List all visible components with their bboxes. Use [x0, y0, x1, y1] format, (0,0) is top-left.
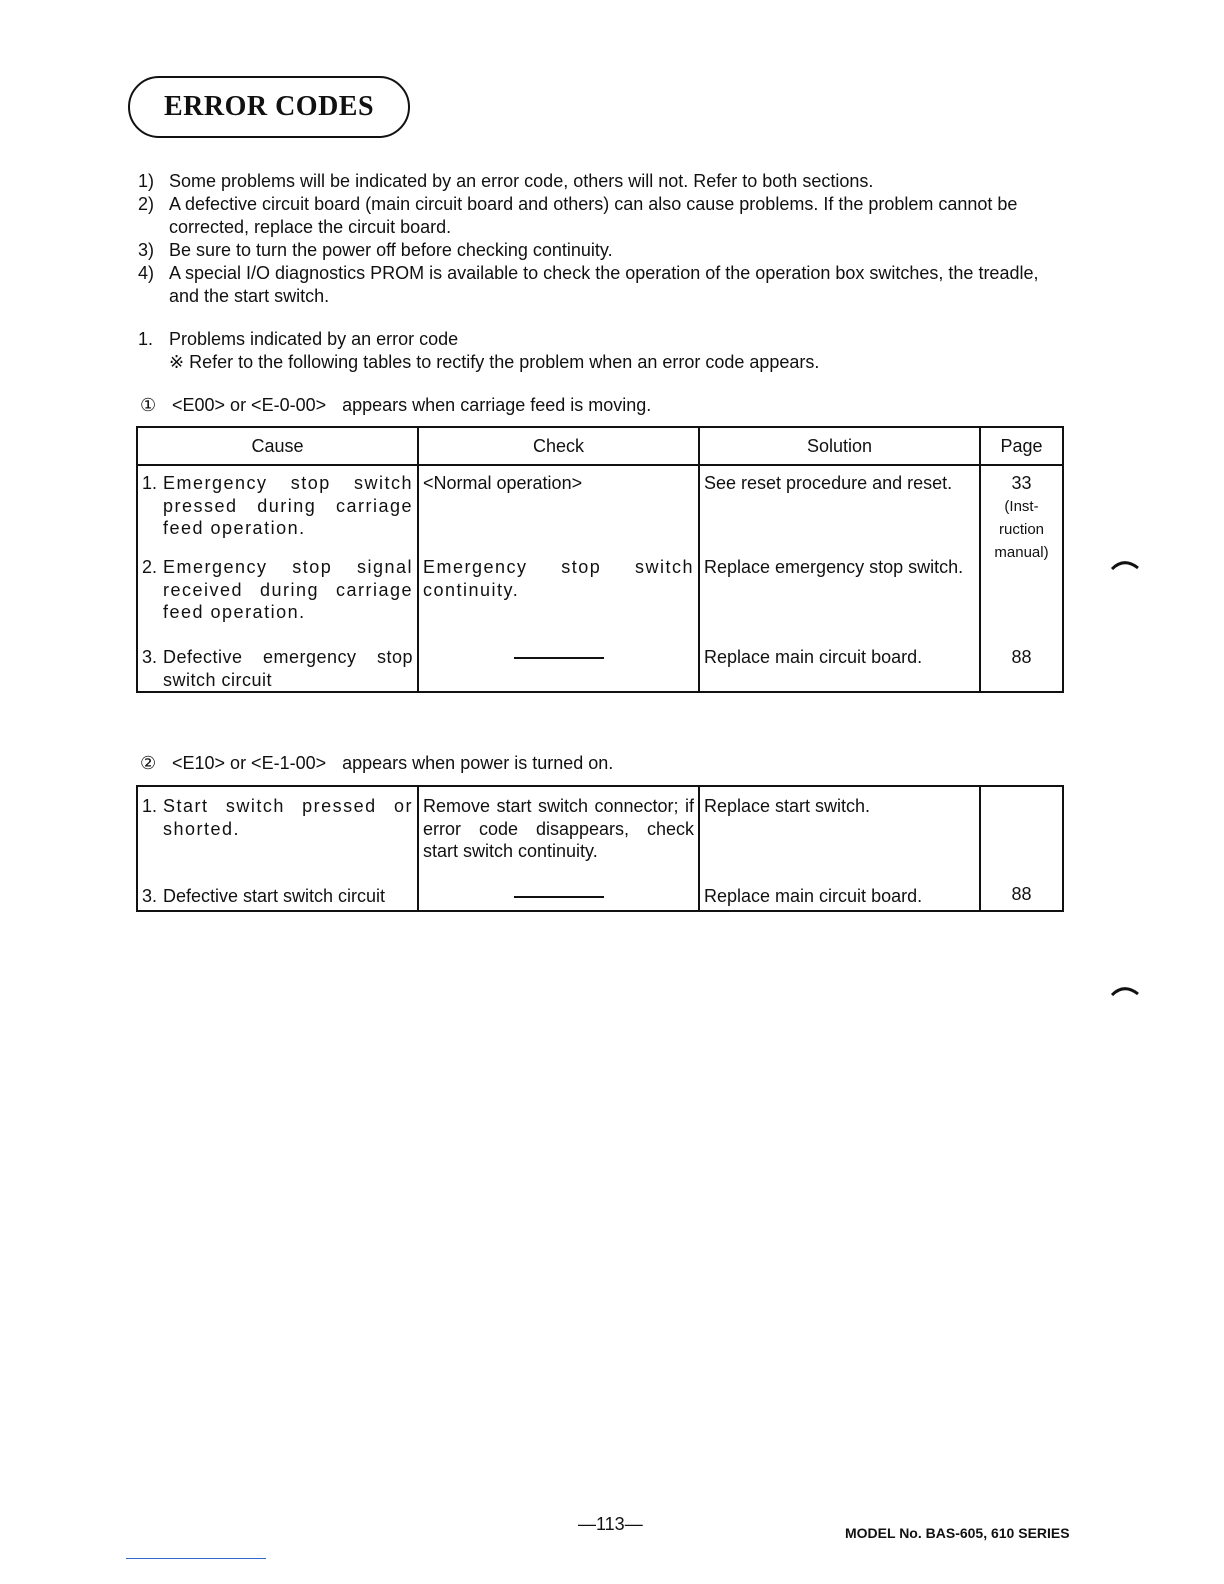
header-page: Page — [980, 427, 1063, 465]
table1-heading — [140, 394, 1040, 417]
circled-number-2: ② — [140, 753, 157, 773]
cause-text: Emergency stop switch pressed during carriage feed operation. — [163, 473, 413, 538]
solution-text: Replace emergency stop switch. — [704, 557, 964, 577]
section-title: Problems indicated by an error code — [169, 329, 459, 349]
table2-heading — [140, 752, 1040, 775]
page-number: 88 — [1011, 646, 1032, 667]
solution-text: Replace start switch. — [704, 796, 871, 816]
empty-dash — [514, 896, 604, 898]
cause-cell — [137, 786, 418, 911]
cause-item — [142, 885, 413, 908]
note-number: 2) — [138, 194, 155, 214]
header-cause: Cause — [137, 427, 418, 465]
note-item — [138, 262, 1058, 308]
solution-text: Replace main circuit board. — [704, 886, 923, 906]
model-number-footer: MODEL No. BAS-605, 610 SERIES — [845, 1525, 1070, 1541]
check-cell — [418, 465, 699, 692]
header-check: Check — [418, 427, 699, 465]
note-text: A special I/O diagnostics PROM is available to check the operation of the operation box switches, the treadle, and the start switch. — [169, 263, 1039, 306]
cause-item — [142, 646, 413, 691]
solution-cell — [699, 465, 980, 692]
table-header-row — [137, 427, 1063, 465]
error-condition: appears when power is turned on. — [342, 753, 614, 773]
page-note: (Inst-ruction manual) — [994, 497, 1049, 561]
solution-text: See reset procedure and reset. — [704, 473, 953, 493]
solution-cell — [699, 786, 980, 911]
note-item — [138, 170, 1058, 193]
header-solution: Solution — [699, 427, 980, 465]
cause-item — [142, 556, 413, 646]
empty-dash — [514, 657, 604, 659]
error-table-1 — [136, 426, 1064, 693]
cause-cell — [137, 465, 418, 692]
section-number: 1. — [138, 329, 154, 349]
note-text: Be sure to turn the power off before checking continuity. — [169, 240, 613, 260]
note-number: 3) — [138, 240, 155, 260]
note-item — [138, 193, 1058, 239]
table-row — [137, 786, 1063, 911]
error-code: <E00> or <E-0-00> — [172, 395, 327, 415]
table-row — [137, 465, 1063, 692]
page-title: ERROR CODES — [163, 91, 375, 122]
error-table-2 — [136, 785, 1064, 912]
check-text: Emergency stop switch continuity. — [423, 557, 694, 600]
check-cell — [418, 786, 699, 911]
margin-mark-icon — [1110, 558, 1140, 570]
page-title-box — [128, 76, 410, 138]
note-item — [138, 239, 1058, 262]
cause-number: 3. — [142, 886, 158, 906]
page-number: 33 — [1011, 473, 1032, 493]
solution-text: Replace main circuit board. — [704, 647, 923, 667]
cause-number: 2. — [142, 557, 158, 577]
page-number-footer: —113— — [578, 1514, 643, 1534]
page-cell — [980, 465, 1063, 692]
page-number: 88 — [1011, 884, 1032, 904]
check-text: <Normal operation> — [423, 473, 583, 493]
cause-text: Start switch pressed or shorted. — [163, 796, 413, 839]
cause-number: 1. — [142, 796, 158, 816]
note-number: 4) — [138, 263, 155, 283]
page-cell — [980, 786, 1063, 911]
error-condition: appears when carriage feed is moving. — [342, 395, 652, 415]
cause-text: Emergency stop signal received during carriage feed operation. — [163, 557, 413, 622]
cause-item — [142, 795, 413, 885]
margin-mark-icon — [1110, 984, 1140, 996]
cause-number: 1. — [142, 473, 158, 493]
note-text: Some problems will be indicated by an error code, others will not. Refer to both sections. — [169, 171, 874, 191]
error-code: <E10> or <E-1-00> — [172, 753, 327, 773]
note-text: A defective circuit board (main circuit board and others) can also cause problems. If the problem cannot be corrected, replace the circuit board. — [169, 194, 1018, 237]
check-text: Remove start switch connector; if error code disappears, check start switch continuity. — [423, 796, 694, 861]
cause-text: Defective emergency stop switch circuit — [163, 647, 413, 690]
notes-list — [138, 170, 1058, 308]
section-heading — [138, 328, 1058, 374]
circled-number-1: ① — [140, 395, 157, 415]
note-number: 1) — [138, 171, 155, 191]
cause-number: 3. — [142, 647, 158, 667]
underline-artifact — [126, 1558, 266, 1559]
cause-text: Defective start switch circuit — [163, 886, 386, 906]
cause-item — [142, 472, 413, 556]
section-note: ※ Refer to the following tables to rectify the problem when an error code appears. — [169, 352, 820, 372]
